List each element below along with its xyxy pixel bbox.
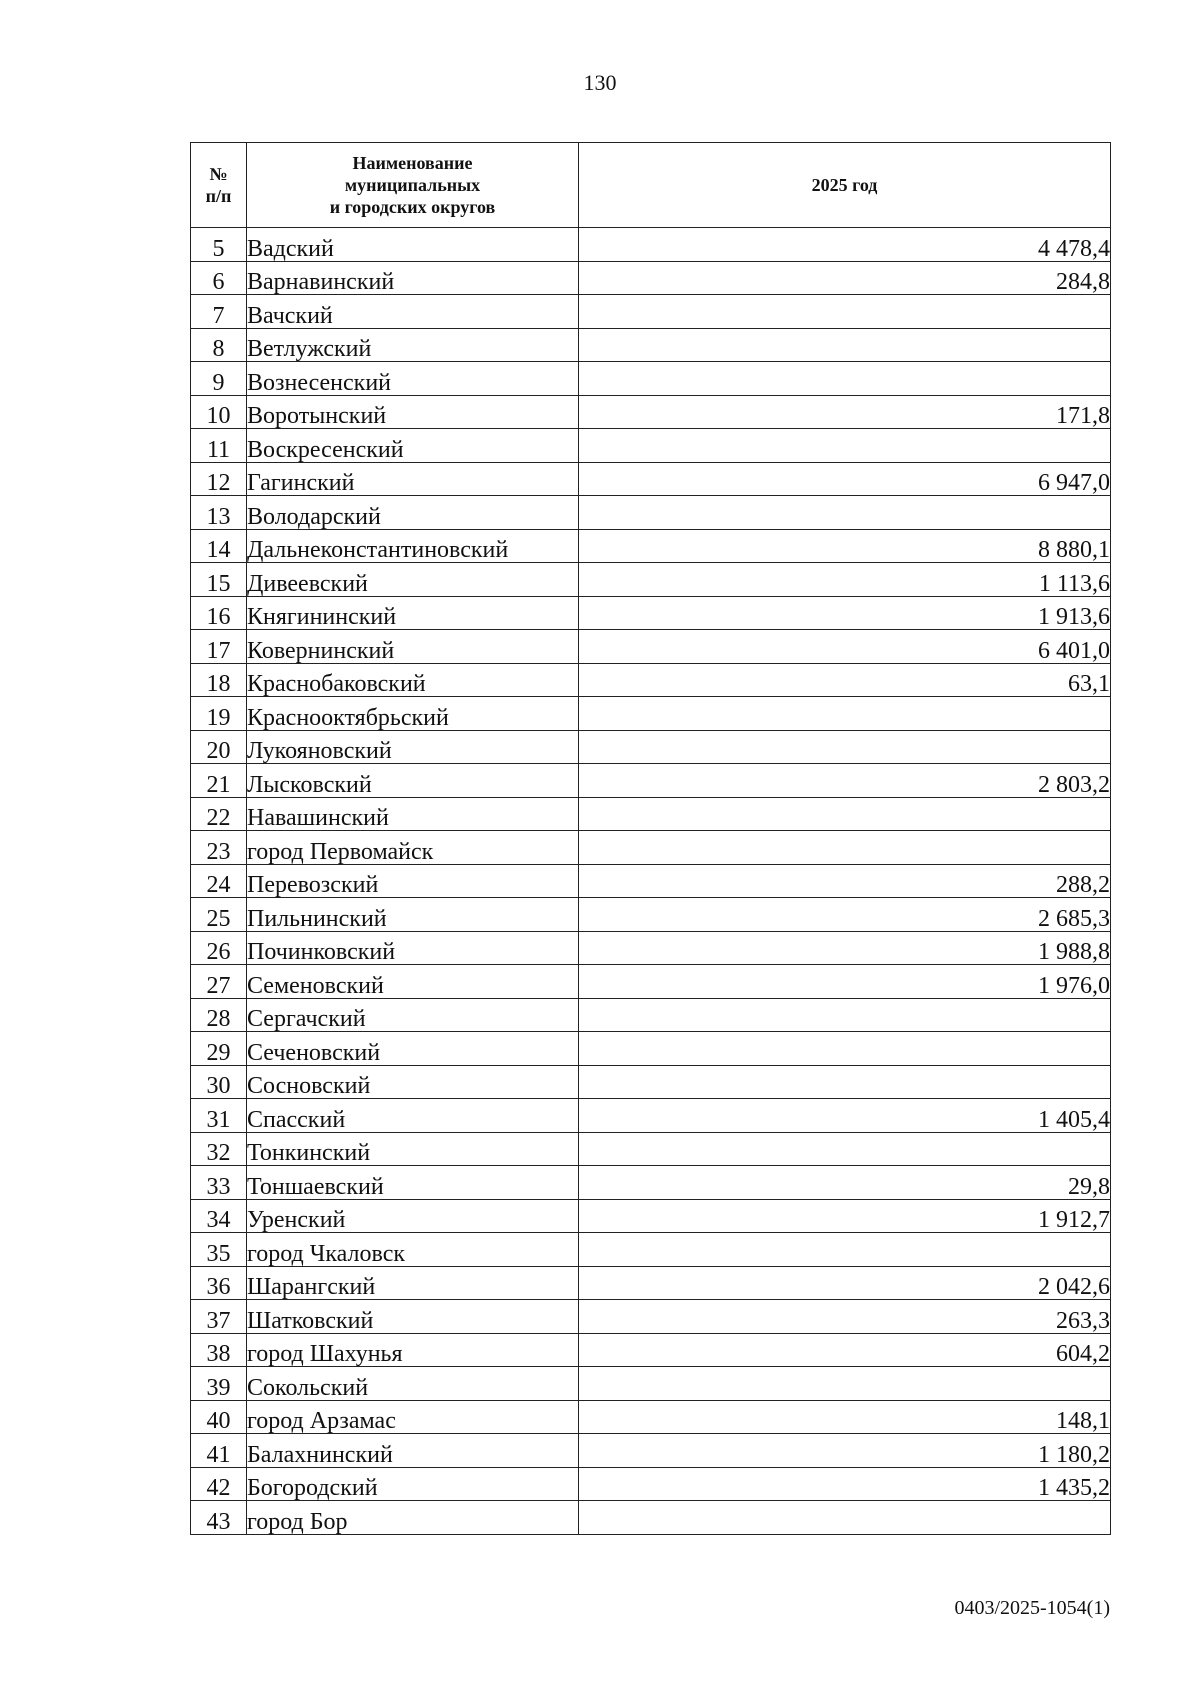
table-row [191,529,1111,563]
table-row [191,1233,1111,1267]
row-name: Уренский [247,1199,579,1233]
row-value: 2 803,2 [579,764,1111,798]
row-name: Тонкинский [247,1132,579,1166]
row-value: 6 401,0 [579,630,1111,664]
row-name: Вадский [247,228,579,262]
table-row [191,630,1111,664]
row-number: 33 [191,1166,247,1200]
table-row [191,1099,1111,1133]
row-value [579,1032,1111,1066]
row-value: 1 180,2 [579,1434,1111,1468]
table-row [191,1501,1111,1535]
row-name: Перевозский [247,864,579,898]
row-name: Лукояновский [247,730,579,764]
table-row [191,730,1111,764]
table-row [191,395,1111,429]
row-name: город Первомайск [247,831,579,865]
row-value [579,797,1111,831]
row-value: 604,2 [579,1333,1111,1367]
row-name: Вачский [247,295,579,329]
row-number: 18 [191,663,247,697]
table-row [191,563,1111,597]
row-value [579,697,1111,731]
row-number: 43 [191,1501,247,1535]
row-number: 20 [191,730,247,764]
table-row [191,1065,1111,1099]
row-number: 16 [191,596,247,630]
row-value [579,328,1111,362]
table-row [191,898,1111,932]
row-number: 24 [191,864,247,898]
row-number: 30 [191,1065,247,1099]
table-row [191,261,1111,295]
row-number: 31 [191,1099,247,1133]
row-value [579,1501,1111,1535]
row-name: Сосновский [247,1065,579,1099]
row-number: 40 [191,1400,247,1434]
row-value: 2 042,6 [579,1266,1111,1300]
row-name: Балахнинский [247,1434,579,1468]
row-name: Сокольский [247,1367,579,1401]
row-name: Навашинский [247,797,579,831]
row-value: 148,1 [579,1400,1111,1434]
row-name: Вознесенский [247,362,579,396]
table-row [191,1367,1111,1401]
row-name: Воскресенский [247,429,579,463]
row-number: 5 [191,228,247,262]
row-name: Богородский [247,1467,579,1501]
row-value: 1 405,4 [579,1099,1111,1133]
data-table [190,142,1111,1535]
row-number: 23 [191,831,247,865]
row-number: 22 [191,797,247,831]
row-number: 27 [191,965,247,999]
table-row [191,998,1111,1032]
row-name: Дальнеконстантиновский [247,529,579,563]
page-number: 130 [583,70,617,95]
row-value: 29,8 [579,1166,1111,1200]
row-value: 1 912,7 [579,1199,1111,1233]
header-year: 2025 год [579,143,1111,228]
row-number: 11 [191,429,247,463]
row-number: 13 [191,496,247,530]
row-number: 29 [191,1032,247,1066]
row-number: 34 [191,1199,247,1233]
table-row [191,1199,1111,1233]
row-name: Пильнинский [247,898,579,932]
row-number: 15 [191,563,247,597]
row-value: 2 685,3 [579,898,1111,932]
table-row [191,496,1111,530]
row-name: Спасский [247,1099,579,1133]
row-number: 32 [191,1132,247,1166]
row-number: 6 [191,261,247,295]
table-row [191,931,1111,965]
row-name: Сеченовский [247,1032,579,1066]
row-value: 1 435,2 [579,1467,1111,1501]
row-value [579,998,1111,1032]
row-number: 21 [191,764,247,798]
row-name: Княгининский [247,596,579,630]
row-number: 25 [191,898,247,932]
table-row [191,362,1111,396]
row-name: Семеновский [247,965,579,999]
table-row [191,1333,1111,1367]
row-name: Варнавинский [247,261,579,295]
row-value [579,831,1111,865]
row-value: 1 976,0 [579,965,1111,999]
row-value: 4 478,4 [579,228,1111,262]
table-row [191,1032,1111,1066]
row-value: 171,8 [579,395,1111,429]
table-row [191,1400,1111,1434]
row-value: 1 988,8 [579,931,1111,965]
row-value: 263,3 [579,1300,1111,1334]
row-number: 7 [191,295,247,329]
row-number: 41 [191,1434,247,1468]
header-name: Наименование муниципальных и городских округов [247,143,579,228]
table-row [191,1434,1111,1468]
table-row [191,295,1111,329]
table-row [191,1300,1111,1334]
row-value: 8 880,1 [579,529,1111,563]
table-row [191,1467,1111,1501]
document-code: 0403/2025-1054(1) [954,1597,1110,1619]
row-number: 12 [191,462,247,496]
row-number: 28 [191,998,247,1032]
table-row [191,1166,1111,1200]
row-name: город Арзамас [247,1400,579,1434]
row-name: Володарский [247,496,579,530]
row-number: 37 [191,1300,247,1334]
table-row [191,1266,1111,1300]
row-value [579,1233,1111,1267]
row-number: 42 [191,1467,247,1501]
row-value [579,496,1111,530]
row-number: 36 [191,1266,247,1300]
row-value: 284,8 [579,261,1111,295]
row-name: Ковернинский [247,630,579,664]
row-name: Ветлужский [247,328,579,362]
row-number: 35 [191,1233,247,1267]
row-name: Лысковский [247,764,579,798]
row-name: город Бор [247,1501,579,1535]
row-name: Сергачский [247,998,579,1032]
table-row [191,228,1111,262]
row-number: 39 [191,1367,247,1401]
table-header-row [191,143,1111,228]
table-row [191,965,1111,999]
row-name: Тоншаевский [247,1166,579,1200]
row-name: Гагинский [247,462,579,496]
row-number: 10 [191,395,247,429]
row-value [579,1367,1111,1401]
row-number: 17 [191,630,247,664]
row-number: 38 [191,1333,247,1367]
row-name: Краснобаковский [247,663,579,697]
table-row [191,328,1111,362]
header-number: № п/п [191,143,247,228]
row-value: 6 947,0 [579,462,1111,496]
row-value: 288,2 [579,864,1111,898]
row-name: Краснооктябрьский [247,697,579,731]
row-value [579,295,1111,329]
table-row [191,596,1111,630]
row-value [579,1132,1111,1166]
row-name: город Шахунья [247,1333,579,1367]
row-value [579,362,1111,396]
table-row [191,429,1111,463]
row-number: 14 [191,529,247,563]
row-number: 26 [191,931,247,965]
row-number: 19 [191,697,247,731]
table-body [191,228,1111,1535]
table-row [191,697,1111,731]
table-row [191,864,1111,898]
table-row [191,764,1111,798]
row-name: Шатковский [247,1300,579,1334]
table-row [191,462,1111,496]
row-value: 63,1 [579,663,1111,697]
row-name: Шарангский [247,1266,579,1300]
row-number: 9 [191,362,247,396]
row-value: 1 113,6 [579,563,1111,597]
table-row [191,663,1111,697]
row-name: Починковский [247,931,579,965]
row-value [579,1065,1111,1099]
row-value: 1 913,6 [579,596,1111,630]
table-row [191,1132,1111,1166]
row-name: Воротынский [247,395,579,429]
row-value [579,730,1111,764]
row-value [579,429,1111,463]
row-name: Дивеевский [247,563,579,597]
row-name: город Чкаловск [247,1233,579,1267]
table-row [191,831,1111,865]
row-number: 8 [191,328,247,362]
table-row [191,797,1111,831]
